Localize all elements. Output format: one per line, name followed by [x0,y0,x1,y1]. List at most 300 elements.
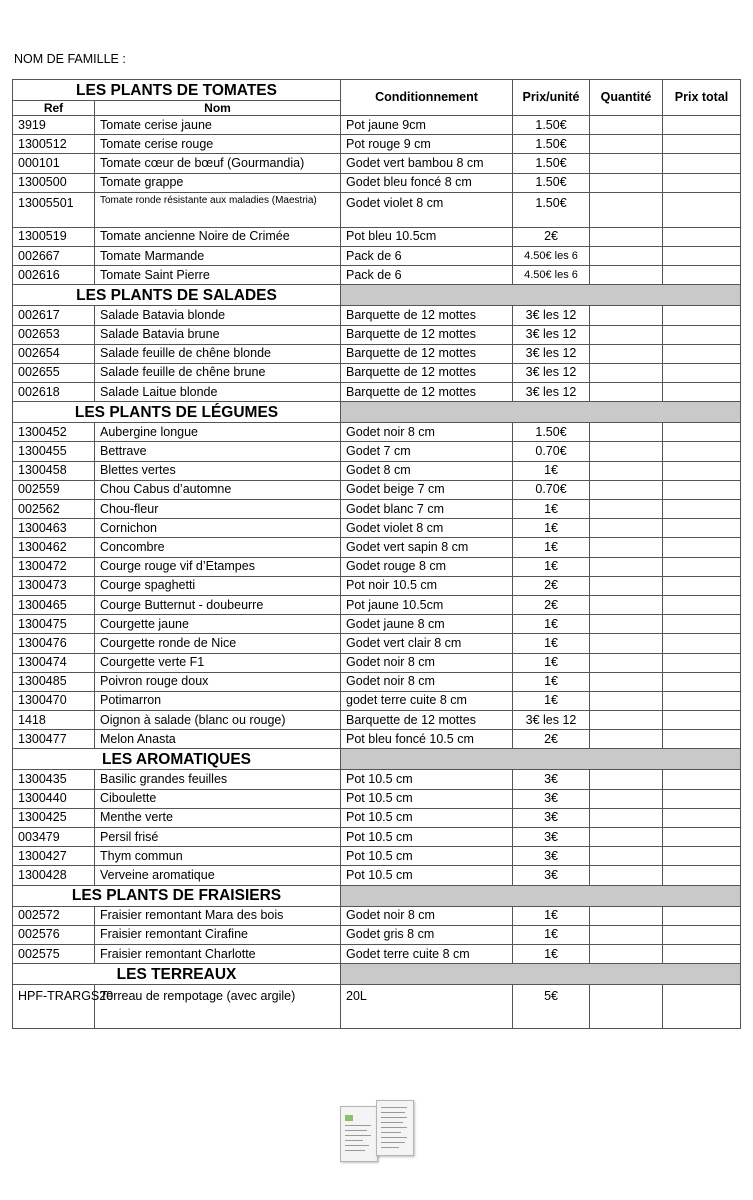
table-row [13,461,741,480]
total-price-cell [663,246,741,265]
total-price-cell [663,135,741,154]
total-price-cell [663,730,741,749]
conditionnement-cell: Godet gris 8 cm [341,925,513,944]
total-price-cell [663,653,741,672]
ref-cell: 000101 [13,154,95,173]
table-row [13,519,741,538]
total-price-cell [663,500,741,519]
total-price-cell [663,116,741,135]
name-cell: Courgette jaune [95,615,341,634]
name-cell: Salade feuille de chêne blonde [95,344,341,363]
section-title: LES PLANTS DE TOMATES [13,80,341,101]
family-name-label: NOM DE FAMILLE : [14,52,126,66]
quantity-input-cell[interactable] [590,192,663,227]
table-row [13,691,741,710]
ref-cell: 002655 [13,363,95,382]
quantity-input-cell[interactable] [590,500,663,519]
conditionnement-cell: Godet noir 8 cm [341,672,513,691]
ref-cell: 002667 [13,246,95,265]
total-price-cell [663,828,741,847]
ref-header: Ref [13,101,95,116]
quantity-input-cell[interactable] [590,557,663,576]
total-price-cell [663,615,741,634]
name-cell: Courgette ronde de Nice [95,634,341,653]
price-unit-cell: 1€ [513,615,590,634]
table-row [13,227,741,246]
ref-cell: 1300476 [13,634,95,653]
total-price-cell [663,306,741,325]
table-row [13,672,741,691]
quantity-input-cell[interactable] [590,480,663,499]
quantity-input-cell[interactable] [590,847,663,866]
name-cell: Melon Anasta [95,730,341,749]
name-cell: Fraisier remontant Cirafine [95,925,341,944]
name-cell: Ciboulette [95,789,341,808]
total-price-cell [663,154,741,173]
table-row [13,576,741,595]
name-cell: Persil frisé [95,828,341,847]
name-cell: Aubergine longue [95,423,341,442]
quantity-input-cell[interactable] [590,866,663,885]
price-unit-cell: 1€ [513,925,590,944]
quantity-input-cell[interactable] [590,135,663,154]
ref-cell: 1300462 [13,538,95,557]
quantity-input-cell[interactable] [590,789,663,808]
price-unit-cell: 2€ [513,576,590,595]
ref-cell: 1300425 [13,808,95,827]
price-unit-cell: 3€ [513,770,590,789]
ref-cell: 002575 [13,944,95,963]
conditionnement-cell: Godet noir 8 cm [341,653,513,672]
quantity-input-cell[interactable] [590,672,663,691]
quantity-input-cell[interactable] [590,615,663,634]
conditionnement-cell: Barquette de 12 mottes [341,383,513,402]
price-unit-cell: 3€ les 12 [513,325,590,344]
name-cell: Concombre [95,538,341,557]
conditionnement-cell: Pack de 6 [341,246,513,265]
price-unit-cell: 1€ [513,500,590,519]
table-row [13,634,741,653]
price-unit-cell: 3€ [513,808,590,827]
total-price-cell [663,325,741,344]
table-row [13,906,741,925]
section-title: LES TERREAUX [13,964,341,985]
table-row [13,595,741,614]
name-cell: Menthe verte [95,808,341,827]
ref-cell: 002572 [13,906,95,925]
conditionnement-cell: Barquette de 12 mottes [341,711,513,730]
total-price-cell [663,576,741,595]
table-row [13,500,741,519]
table-row [13,944,741,963]
total-price-cell [663,770,741,789]
ref-cell: 1300463 [13,519,95,538]
name-cell: Tomate cerise rouge [95,135,341,154]
conditionnement-cell: Godet vert bambou 8 cm [341,154,513,173]
price-unit-cell: 1€ [513,461,590,480]
name-cell: Salade Batavia brune [95,325,341,344]
total-price-cell [663,925,741,944]
table-row [13,192,741,227]
price-unit-cell: 1€ [513,672,590,691]
total-price-cell [663,634,741,653]
conditionnement-header: Conditionnement [341,80,513,116]
section-title: LES AROMATIQUES [13,749,341,770]
ref-cell: 1300477 [13,730,95,749]
ref-cell: 1300452 [13,423,95,442]
price-unit-cell: 3€ [513,866,590,885]
table-row [13,344,741,363]
quantity-input-cell[interactable] [590,173,663,192]
conditionnement-cell: Godet jaune 8 cm [341,615,513,634]
table-row [13,325,741,344]
quantity-input-cell[interactable] [590,653,663,672]
table-row [13,925,741,944]
table-row [13,866,741,885]
quantity-input-cell[interactable] [590,363,663,382]
name-cell: Salade Laitue blonde [95,383,341,402]
ref-cell: 002616 [13,266,95,285]
order-form-table [12,79,741,1029]
table-row [13,173,741,192]
price-unit-cell: 1.50€ [513,135,590,154]
conditionnement-cell: Godet blanc 7 cm [341,500,513,519]
section-title: LES PLANTS DE FRAISIERS [13,885,341,906]
total-price-cell [663,906,741,925]
conditionnement-cell: Godet beige 7 cm [341,480,513,499]
quantity-input-cell[interactable] [590,576,663,595]
quantity-input-cell[interactable] [590,634,663,653]
conditionnement-cell: Pot rouge 9 cm [341,135,513,154]
quantity-input-cell[interactable] [590,985,663,1029]
price-unit-cell: 3€ les 12 [513,363,590,382]
name-cell: Tomate ancienne Noire de Crimée [95,227,341,246]
conditionnement-cell: Barquette de 12 mottes [341,344,513,363]
table-row [13,306,741,325]
quantity-input-cell[interactable] [590,944,663,963]
total-price-cell [663,442,741,461]
name-cell: Basilic grandes feuilles [95,770,341,789]
ref-cell: 1300455 [13,442,95,461]
name-cell: Chou-fleur [95,500,341,519]
conditionnement-cell: Godet bleu foncé 8 cm [341,173,513,192]
table-row [13,363,741,382]
total-price-cell [663,557,741,576]
conditionnement-cell: Pot bleu 10.5cm [341,227,513,246]
price-unit-cell: 1.50€ [513,192,590,227]
total-price-cell [663,538,741,557]
name-cell: Poivron rouge doux [95,672,341,691]
table-row [13,653,741,672]
total-price-header: Prix total [663,80,741,116]
section-header-row [13,285,741,306]
total-price-cell [663,985,741,1029]
conditionnement-cell: Godet violet 8 cm [341,519,513,538]
price-unit-cell: 0.70€ [513,480,590,499]
conditionnement-cell: Pack de 6 [341,266,513,285]
price-unit-cell: 5€ [513,985,590,1029]
conditionnement-cell: Godet noir 8 cm [341,423,513,442]
quantity-header: Quantité [590,80,663,116]
ref-cell: 003479 [13,828,95,847]
quantity-input-cell[interactable] [590,906,663,925]
ref-cell: 1300473 [13,576,95,595]
quantity-input-cell[interactable] [590,808,663,827]
section-shaded-cell [341,749,741,770]
total-price-cell [663,944,741,963]
price-unit-cell: 1€ [513,944,590,963]
table-row [13,808,741,827]
conditionnement-cell: Pot 10.5 cm [341,866,513,885]
table-row [13,116,741,135]
section-shaded-cell [341,402,741,423]
conditionnement-cell: Barquette de 12 mottes [341,363,513,382]
conditionnement-cell: Pot jaune 10.5cm [341,595,513,614]
conditionnement-cell: Godet vert clair 8 cm [341,634,513,653]
price-unit-cell: 0.70€ [513,442,590,461]
table-row [13,538,741,557]
section-header-row [13,402,741,423]
name-cell: Blettes vertes [95,461,341,480]
quantity-input-cell[interactable] [590,344,663,363]
price-unit-cell: 2€ [513,227,590,246]
ref-cell: 13005501 [13,192,95,227]
price-unit-cell: 3€ les 12 [513,306,590,325]
ref-cell: 1418 [13,711,95,730]
name-cell: Tomate cœur de bœuf (Gourmandia) [95,154,341,173]
conditionnement-cell: Barquette de 12 mottes [341,325,513,344]
ref-cell: 1300428 [13,866,95,885]
conditionnement-cell: Pot jaune 9cm [341,116,513,135]
conditionnement-cell: Godet terre cuite 8 cm [341,944,513,963]
name-cell: Oignon à salade (blanc ou rouge) [95,711,341,730]
total-price-cell [663,672,741,691]
table-row [13,828,741,847]
ref-cell: 1300472 [13,557,95,576]
conditionnement-cell: 20L [341,985,513,1029]
price-unit-cell: 3€ [513,847,590,866]
quantity-input-cell[interactable] [590,116,663,135]
quantity-input-cell[interactable] [590,519,663,538]
quantity-input-cell[interactable] [590,306,663,325]
document-thumbnails-icon [338,1100,418,1162]
table-row [13,480,741,499]
total-price-cell [663,789,741,808]
total-price-cell [663,480,741,499]
price-unit-cell: 2€ [513,595,590,614]
table-row [13,847,741,866]
ref-cell: 002618 [13,383,95,402]
price-unit-cell: 3€ les 12 [513,711,590,730]
section-shaded-cell [341,964,741,985]
name-cell: Terreau de rempotage (avec argile) [95,985,341,1029]
price-unit-cell: 2€ [513,730,590,749]
price-unit-cell: 1€ [513,653,590,672]
name-cell: Salade feuille de chêne brune [95,363,341,382]
name-cell: Bettrave [95,442,341,461]
ref-cell: 1300427 [13,847,95,866]
table-row [13,383,741,402]
price-unit-cell: 1€ [513,634,590,653]
total-price-cell [663,691,741,710]
quantity-input-cell[interactable] [590,538,663,557]
price-unit-cell: 3€ [513,828,590,847]
name-cell: Cornichon [95,519,341,538]
conditionnement-cell: Pot 10.5 cm [341,808,513,827]
name-cell: Courgette verte F1 [95,653,341,672]
price-unit-cell: 1.50€ [513,116,590,135]
quantity-input-cell[interactable] [590,461,663,480]
price-unit-cell: 1€ [513,906,590,925]
quantity-input-cell[interactable] [590,770,663,789]
ref-cell: 1300435 [13,770,95,789]
conditionnement-cell: Pot 10.5 cm [341,770,513,789]
price-unit-cell: 4.50€ les 6 [513,246,590,265]
name-cell: Chou Cabus d’automne [95,480,341,499]
table-row [13,789,741,808]
name-cell: Verveine aromatique [95,866,341,885]
ref-cell: 1300458 [13,461,95,480]
total-price-cell [663,266,741,285]
section-shaded-cell [341,885,741,906]
table-row [13,711,741,730]
name-cell: Tomate grappe [95,173,341,192]
name-cell: Fraisier remontant Mara des bois [95,906,341,925]
table-row [13,442,741,461]
quantity-input-cell[interactable] [590,325,663,344]
quantity-input-cell[interactable] [590,730,663,749]
name-cell: Potimarron [95,691,341,710]
quantity-input-cell[interactable] [590,246,663,265]
table-row [13,266,741,285]
table-row [13,985,741,1029]
section-header-row [13,964,741,985]
name-cell: Courge Butternut - doubeurre [95,595,341,614]
ref-cell: 1300474 [13,653,95,672]
name-cell: Thym commun [95,847,341,866]
conditionnement-cell: Godet violet 8 cm [341,192,513,227]
total-price-cell [663,363,741,382]
conditionnement-cell: Godet vert sapin 8 cm [341,538,513,557]
total-price-cell [663,519,741,538]
ref-cell: 1300512 [13,135,95,154]
table-row [13,423,741,442]
section-header-row [13,885,741,906]
section-header-row [13,749,741,770]
ref-cell: 1300519 [13,227,95,246]
table-row [13,557,741,576]
quantity-input-cell[interactable] [590,227,663,246]
conditionnement-cell: Pot 10.5 cm [341,828,513,847]
table-row [13,135,741,154]
total-price-cell [663,344,741,363]
ref-cell: 1300465 [13,595,95,614]
quantity-input-cell[interactable] [590,711,663,730]
price-unit-cell: 1€ [513,691,590,710]
ref-cell: 002654 [13,344,95,363]
ref-cell: 002653 [13,325,95,344]
price-unit-cell: 1.50€ [513,173,590,192]
price-unit-header: Prix/unité [513,80,590,116]
total-price-cell [663,808,741,827]
ref-cell: 1300475 [13,615,95,634]
total-price-cell [663,227,741,246]
section-title: LES PLANTS DE SALADES [13,285,341,306]
ref-cell: 3919 [13,116,95,135]
conditionnement-cell: Pot noir 10.5 cm [341,576,513,595]
name-cell: Fraisier remontant Charlotte [95,944,341,963]
name-cell: Tomate cerise jaune [95,116,341,135]
conditionnement-cell: Godet 7 cm [341,442,513,461]
ref-cell: 1300470 [13,691,95,710]
quantity-input-cell[interactable] [590,383,663,402]
conditionnement-cell: Godet 8 cm [341,461,513,480]
ref-cell: 002576 [13,925,95,944]
price-unit-cell: 1.50€ [513,423,590,442]
name-header: Nom [95,101,341,116]
price-unit-cell: 4.50€ les 6 [513,266,590,285]
quantity-input-cell[interactable] [590,423,663,442]
name-cell: Courge rouge vif d’Etampes [95,557,341,576]
quantity-input-cell[interactable] [590,154,663,173]
ref-cell: 1300500 [13,173,95,192]
total-price-cell [663,383,741,402]
table-row [13,154,741,173]
name-cell: Tomate ronde résistante aux maladies (Maestria) [95,192,341,227]
price-unit-cell: 1€ [513,519,590,538]
quantity-input-cell[interactable] [590,595,663,614]
ref-cell: 002617 [13,306,95,325]
conditionnement-cell: godet terre cuite 8 cm [341,691,513,710]
total-price-cell [663,423,741,442]
total-price-cell [663,711,741,730]
table-row [13,246,741,265]
table-row [13,770,741,789]
quantity-input-cell[interactable] [590,691,663,710]
price-unit-cell: 1.50€ [513,154,590,173]
total-price-cell [663,866,741,885]
section-shaded-cell [341,285,741,306]
total-price-cell [663,192,741,227]
total-price-cell [663,595,741,614]
table-header-row [13,80,741,101]
quantity-input-cell[interactable] [590,442,663,461]
total-price-cell [663,847,741,866]
conditionnement-cell: Godet noir 8 cm [341,906,513,925]
price-unit-cell: 1€ [513,538,590,557]
name-cell: Tomate Saint Pierre [95,266,341,285]
conditionnement-cell: Godet rouge 8 cm [341,557,513,576]
total-price-cell [663,461,741,480]
quantity-input-cell[interactable] [590,828,663,847]
price-unit-cell: 3€ [513,789,590,808]
table-row [13,615,741,634]
quantity-input-cell[interactable] [590,266,663,285]
ref-cell: 1300485 [13,672,95,691]
quantity-input-cell[interactable] [590,925,663,944]
conditionnement-cell: Pot 10.5 cm [341,847,513,866]
name-cell: Tomate Marmande [95,246,341,265]
conditionnement-cell: Pot bleu foncé 10.5 cm [341,730,513,749]
price-unit-cell: 3€ les 12 [513,383,590,402]
section-title: LES PLANTS DE LÉGUMES [13,402,341,423]
name-cell: Salade Batavia blonde [95,306,341,325]
ref-cell: 002562 [13,500,95,519]
price-unit-cell: 3€ les 12 [513,344,590,363]
table-row [13,730,741,749]
ref-cell: HPF-TRARGS20 [13,985,95,1029]
name-cell: Courge spaghetti [95,576,341,595]
